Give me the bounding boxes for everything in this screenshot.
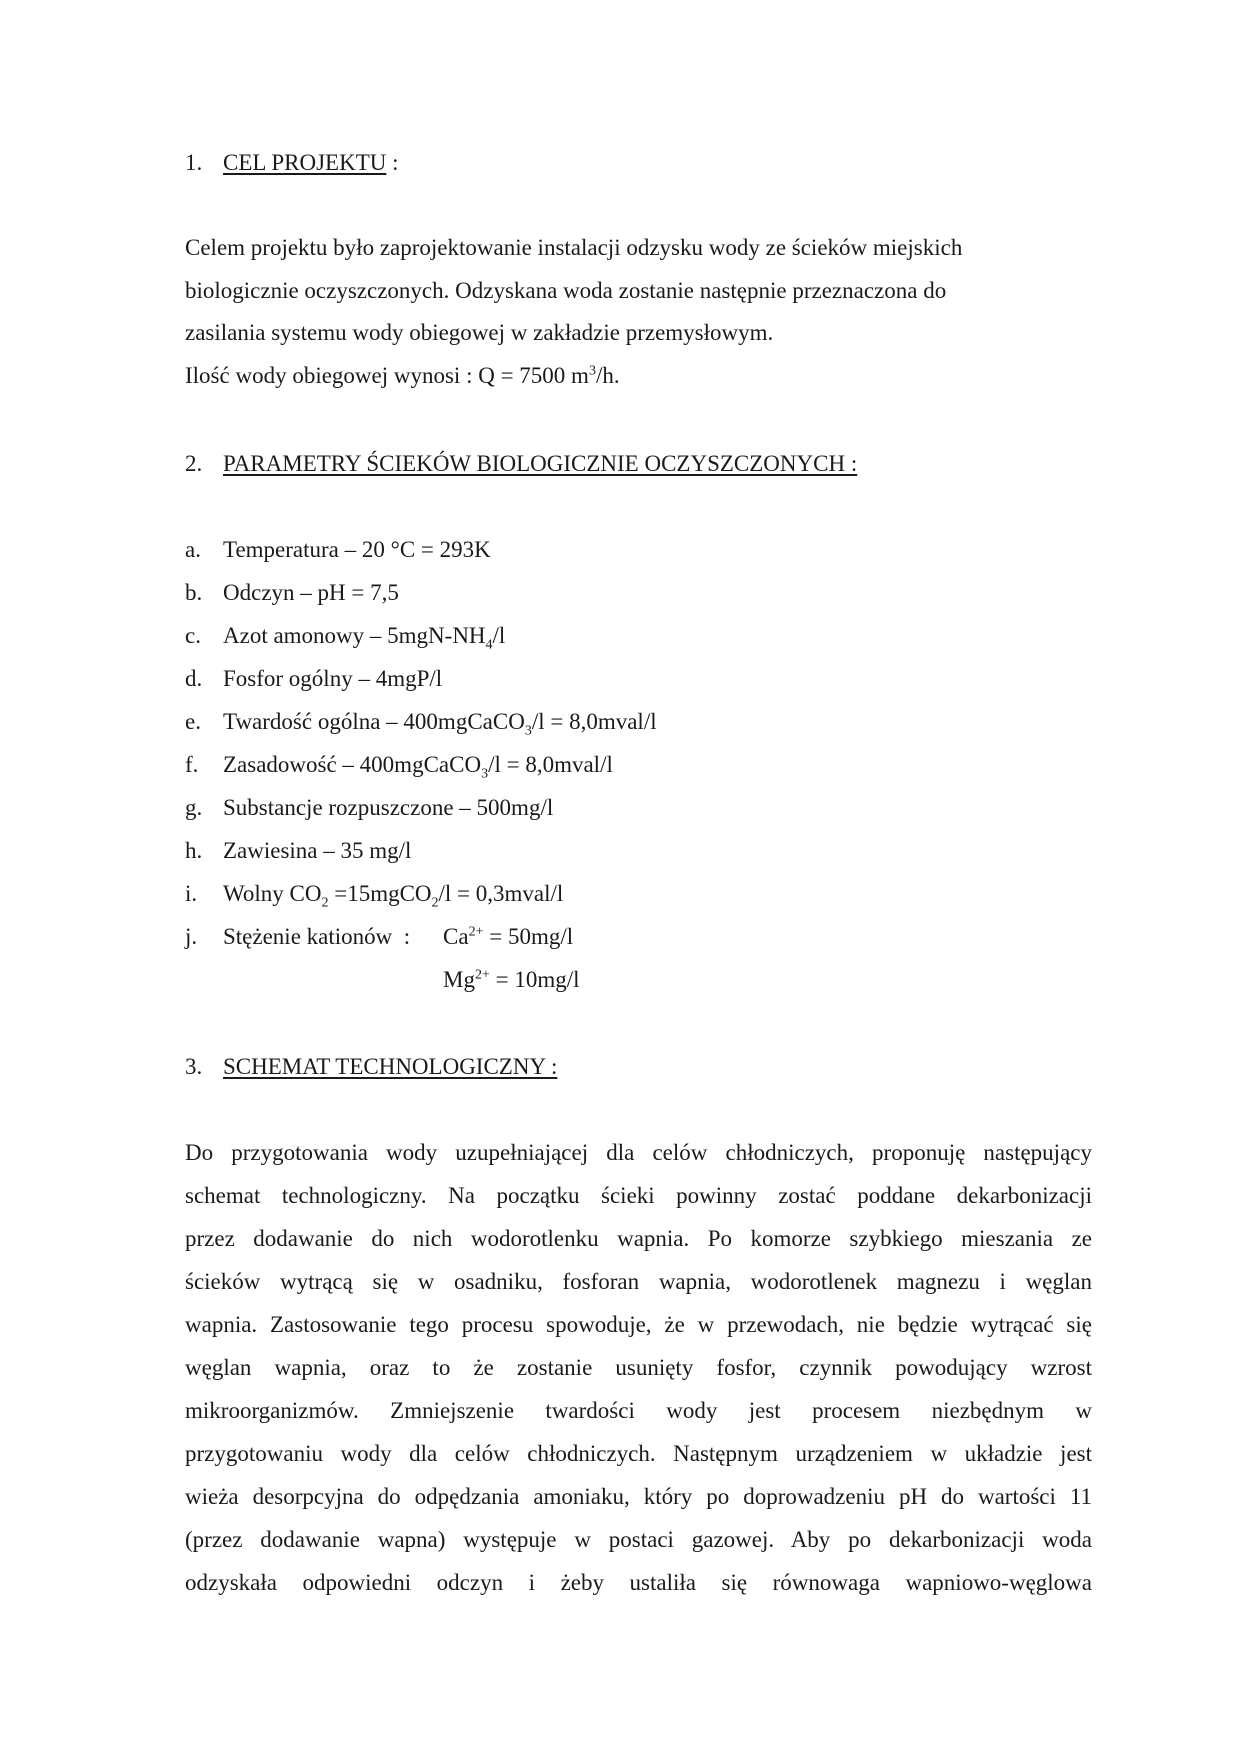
cation-line-mg [443, 965, 580, 995]
list-item [185, 707, 657, 737]
list-item [185, 578, 399, 608]
paragraph-line: przez dodawanie do nich wodorotlenku wapnia. Po komorze szybkiego mieszania ze [185, 1226, 1092, 1251]
list-item [185, 621, 505, 651]
list-item [185, 535, 491, 565]
paragraph-line: ścieków wytrącą się w osadniku, fosforan wapnia, wodorotlenek magnezu i węglan [185, 1269, 1092, 1294]
paragraph-line: Do przygotowania wody uzupełniającej dla celów chłodniczych, proponuję następujący [185, 1140, 1092, 1165]
cation-value: = 50mg/l [483, 924, 574, 949]
paragraph-line: biologicznie oczyszczonych. Odzyskana woda zostanie następnie przeznaczona do [185, 278, 947, 303]
list-item-text: Odczyn – pH = 7,5 [223, 580, 399, 605]
subscript: 2 [321, 895, 329, 911]
list-marker: e. [185, 709, 201, 734]
list-marker: c. [185, 623, 201, 648]
subscript: 3 [524, 723, 532, 739]
list-item-text: /l = 0,3mval/l [438, 881, 564, 906]
list-marker: h. [185, 838, 203, 863]
list-marker: b. [185, 580, 203, 605]
superscript: 2+ [474, 967, 490, 983]
paragraph-line: odzyskała odpowiedni odczyn i żeby ustaliła się równowaga wapniowo-węglowa [185, 1570, 1092, 1595]
list-item-text: Wolny CO [223, 881, 322, 906]
list-item-text: Azot amonowy – 5mgN-NH [223, 623, 486, 648]
heading-suffix: : [386, 150, 399, 175]
section-title: PARAMETRY ŚCIEKÓW BIOLOGICZNIE OCZYSZCZONYCH : [223, 451, 858, 476]
paragraph-line: węglan wapnia, oraz to że zostanie usunięty fosfor, czynnik powodujący wzrost [185, 1355, 1092, 1380]
list-item-text: /l = 8,0mval/l [488, 752, 613, 777]
paragraph-line: zasilania systemu wody obiegowej w zakładzie przemysłowym. [185, 320, 774, 345]
flow-rate-line [185, 361, 620, 391]
list-marker: d. [185, 666, 203, 691]
superscript: 2+ [468, 924, 484, 940]
list-item-text: Zasadowość – 400mgCaCO [223, 752, 482, 777]
paragraph-line: wieża desorpcyjna do odpędzania amoniaku, który po doprowadzeniu pH do wartości 11 [185, 1484, 1092, 1509]
list-item [185, 664, 442, 694]
section-title: CEL PROJEKTU [223, 150, 387, 175]
subscript: 4 [485, 637, 493, 653]
list-item [185, 793, 553, 823]
list-item [185, 750, 613, 780]
list-marker: f. [185, 752, 199, 777]
section-number: 2. [185, 451, 203, 476]
section-number: 3. [185, 1054, 203, 1079]
section-1-heading [185, 148, 399, 178]
list-item-text: =15mgCO [328, 881, 432, 906]
paragraph-line: mikroorganizmów. Zmniejszenie twardości wody jest procesem niezbędnym w [185, 1398, 1092, 1423]
paragraph-line: wapnia. Zastosowanie tego procesu spowoduje, że w przewodach, nie będzie wytrącać się [185, 1312, 1092, 1337]
list-item [185, 879, 563, 909]
section-number: 1. [185, 150, 203, 175]
list-item-text: Stężenie kationów : [223, 924, 411, 949]
list-item-text: Temperatura – 20 °C = 293K [223, 537, 491, 562]
cation-value: = 10mg/l [489, 967, 580, 992]
list-item-text: Twardość ogólna – 400mgCaCO [223, 709, 525, 734]
list-item-text: /l = 8,0mval/l [531, 709, 657, 734]
list-item-text: Substancje rozpuszczone – 500mg/l [223, 795, 554, 820]
flow-rate-unit: /h. [595, 363, 620, 388]
subscript: 2 [431, 895, 439, 911]
paragraph-line: schemat technologiczny. Na początku ścieki powinny zostać poddane dekarbonizacji [185, 1183, 1092, 1208]
cation-symbol: Mg [443, 967, 475, 992]
list-marker: j. [185, 924, 198, 949]
list-marker: a. [185, 537, 201, 562]
paragraph-line: Celem projektu było zaprojektowanie instalacji odzysku wody ze ścieków miejskich [185, 235, 963, 260]
section-3-heading [185, 1052, 557, 1082]
list-marker: i. [185, 881, 198, 906]
list-item [185, 836, 411, 866]
cation-symbol: Ca [443, 924, 469, 949]
flow-rate-exponent: 3 [588, 363, 596, 379]
paragraph-line: (przez dodawanie wapna) występuje w postaci gazowej. Aby po dekarbonizacji woda [185, 1527, 1092, 1552]
list-item-text: Zawiesina – 35 mg/l [223, 838, 412, 863]
flow-rate-text: Ilość wody obiegowej wynosi : Q = 7500 m [185, 363, 589, 388]
list-item-text: /l [492, 623, 506, 648]
paragraph-line: przygotowaniu wody dla celów chłodniczych. Następnym urządzeniem w układzie jest [185, 1441, 1092, 1466]
list-marker: g. [185, 795, 203, 820]
list-item [185, 922, 573, 952]
section-title: SCHEMAT TECHNOLOGICZNY : [223, 1054, 558, 1079]
list-item-text: Fosfor ogólny – 4mgP/l [223, 666, 443, 691]
section-2-heading [185, 449, 857, 479]
subscript: 3 [481, 766, 489, 782]
